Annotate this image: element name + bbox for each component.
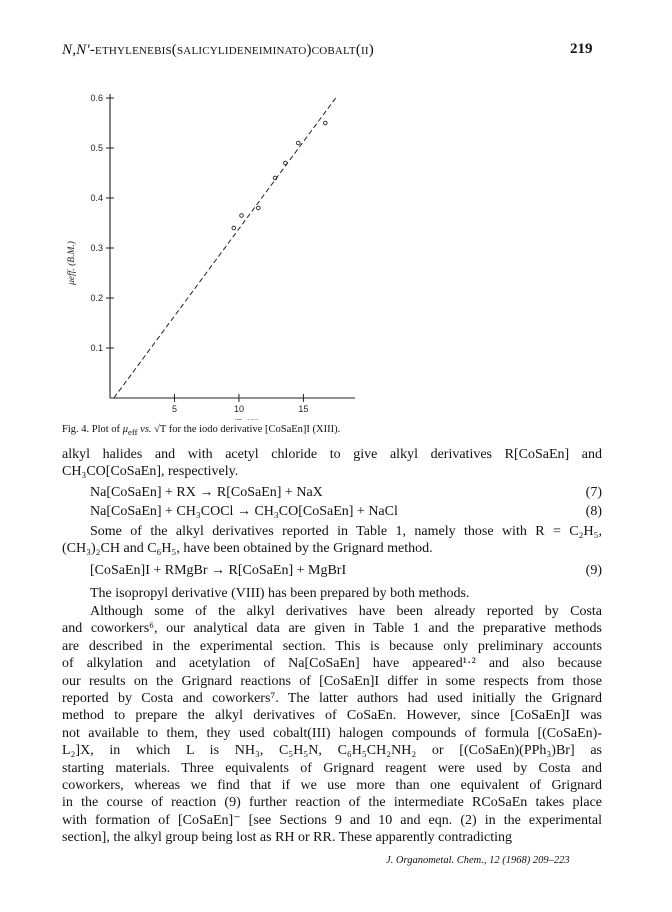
paragraph-line: our results on the Grignard reactions of [CoSaEn]I differ in some respects from those — [62, 673, 602, 689]
data-point — [240, 214, 244, 218]
equation-7: Na[CoSaEn] + RX → R[CoSaEn] + NaX (7) — [90, 485, 602, 500]
figure-caption: Fig. 4. Plot of $\mu_{eff}$ vs. √T for the iodo derivative [CoSaEn]I (XIII). — [62, 424, 341, 438]
y-tick-label: 0.3 — [90, 243, 103, 253]
paragraph-line: are described in the experimental section. This is because only preliminary accounts — [62, 638, 602, 654]
paragraph-line: in the course of reaction (9) further reaction of the intermediate RCoSaEn takes place — [62, 795, 602, 811]
y-tick-label: 0.2 — [90, 293, 103, 303]
x-axis-label — [231, 418, 260, 420]
paragraph-line: (CH₃)₂CH and C₆H₅, have been obtained by the Grignard method. — [62, 541, 433, 556]
data-point — [256, 206, 260, 210]
paragraph-line: section], the alkyl group being lost as RH or RR. These apparently contradicting — [62, 830, 512, 846]
x-tick-label: 5 — [171, 404, 177, 414]
journal-footer: J. Organometal. Chem., 12 (1968) 209–223 — [386, 855, 570, 866]
paragraph-line: Although some of the alkyl derivatives have been already reported by Costa — [90, 604, 602, 619]
paragraph-line: and coworkers⁶, our analytical data are given in Table 1 and the preparative methods — [62, 621, 602, 637]
equation-8: Na[CoSaEn] + CH₃COCl → CH₃CO[CoSaEn] + NaCl (8) — [90, 504, 602, 519]
page-number: 219 — [570, 41, 593, 57]
paragraph-line: coworkers, whereas we find that if we use more than one equivalent of Grignard — [62, 778, 602, 793]
paragraph-line: of alkylation and acetylation of Na[CoSaEn] have appeared¹·² and also because — [62, 656, 602, 672]
running-header-title: N,N′-ethylenebis(salicylideneiminato)cobalt(ii) — [62, 42, 374, 58]
paragraph-line: starting materials. Three equivalents of Grignard reagent were used by Costa and — [62, 760, 602, 776]
y-tick-label: 0.1 — [90, 343, 103, 353]
x-tick-label: 10 — [233, 404, 244, 414]
data-point — [232, 226, 236, 230]
paragraph-line: Some of the alkyl derivatives reported in Table 1, namely those with R = C₂H₅, — [90, 524, 602, 539]
x-tick-label: 15 — [298, 404, 309, 414]
fit-line — [114, 98, 336, 398]
paragraph-line: reported by Costa and coworkers⁷. The latter authors had used initially the Grignard — [62, 691, 602, 706]
y-tick-label: 0.6 — [90, 93, 103, 103]
y-tick-label: 0.4 — [90, 193, 103, 203]
data-point — [324, 121, 328, 125]
paragraph-line: not available to them, they used cobalt(III) halogen compounds of formula [(CoSaEn)- — [62, 725, 602, 741]
paragraph-line: CH₃CO[CoSaEn], respectively. — [62, 464, 239, 479]
paragraph-line: alkyl halides and with acetyl chloride to give alkyl derivatives R[CoSaEn] and — [62, 447, 602, 462]
paragraph-line: L₂]X, in which L is NH₃, C₅H₅N, C₆H₅CH₂NH₂ or [(CoSaEn)(PPh₃)Br] as — [62, 743, 602, 759]
paragraph-line: with formation of [CoSaEn]⁻ [see Sections 9 and 10 and eqn. (2) in the experimental — [62, 812, 602, 828]
paragraph-line: The isopropyl derivative (VIII) has been prepared by both methods. — [90, 586, 470, 601]
data-point — [284, 161, 288, 165]
data-point — [296, 141, 300, 145]
y-tick-label: 0.5 — [90, 143, 103, 153]
paragraph-line: method to prepare the alkyl derivatives of CoSaEn. However, since [CoSaEn]I was — [62, 708, 602, 724]
equation-9: [CoSaEn]I + RMgBr → R[CoSaEn] + MgBrI (9) — [90, 563, 602, 578]
mu-eff-vs-sqrt-t-plot — [60, 80, 360, 420]
y-axis-label: μeff. (B.M.) — [67, 241, 77, 285]
